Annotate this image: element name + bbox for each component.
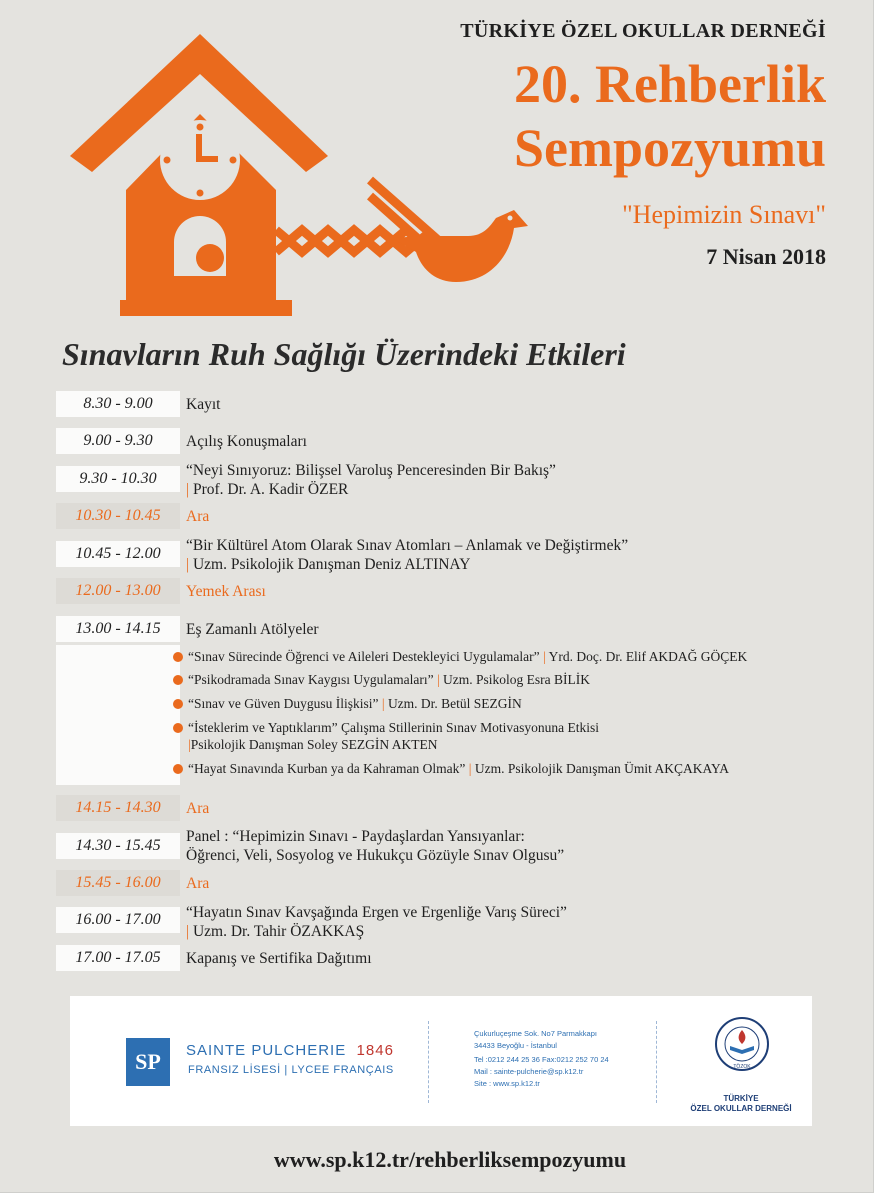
title-line-2: Sempozyumu [513, 118, 826, 178]
website-url[interactable]: www.sp.k12.tr/rehberliksempozyumu [273, 1147, 627, 1172]
title-line-1: 20. Rehberlik [513, 54, 826, 114]
break-label: Ara [186, 800, 210, 817]
session-time: 9.00 - 9.30 [56, 428, 180, 454]
address-line: Çukurluçeşme Sok. No7 Parmakkapı [474, 1029, 597, 1038]
address-line: 34433 Beyoğlu - İstanbul [474, 1041, 557, 1050]
tozok-abbr: TÖZOK [733, 1064, 751, 1070]
theme-subtitle: "Hepimizin Sınavı" [622, 200, 826, 229]
break-time: 10.30 - 10.45 [56, 503, 180, 529]
event-date: 7 Nisan 2018 [706, 244, 826, 269]
workshop-speaker: Uzm. Psikolojik Danışman Ümit AKÇAKAYA [474, 761, 729, 776]
workshop-item [188, 719, 599, 753]
bullet-icon [173, 652, 183, 662]
workshop-speaker: Yrd. Doç. Dr. Elif AKDAĞ GÖÇEK [548, 649, 748, 664]
session-speaker-line [186, 555, 470, 574]
workshop-title: “Sınav Sürecinde Öğrenci ve Aileleri Destekleyici Uygulamalar” [188, 649, 540, 664]
sponsor-panel [70, 996, 812, 1126]
workshop-title: “Hayat Sınavında Kurban ya da Kahraman Olmak” [188, 761, 466, 776]
session-time: 9.30 - 10.30 [56, 466, 180, 492]
workshop-speaker: Uzm. Psikolog Esra BİLİK [443, 672, 591, 687]
program-heading: Sınavların Ruh Sağlığı Üzerindeki Etkileri [62, 336, 626, 372]
session-time: 10.45 - 12.00 [56, 541, 180, 567]
divider [656, 1021, 657, 1103]
school-name [186, 1042, 394, 1059]
tozok-name-line-2: ÖZEL OKULLAR DERNEĞİ [690, 1104, 792, 1113]
bullet-icon [173, 699, 183, 709]
session-title: Panel : “Hepimizin Sınavı - Paydaşlardan Yansıyanlar: [186, 828, 525, 845]
session-speaker: Prof. Dr. A. Kadir ÖZER [192, 481, 349, 498]
workshop-item [188, 760, 729, 777]
organization-name: TÜRKİYE ÖZEL OKULLAR DERNEĞİ [460, 20, 826, 42]
session-time: 14.30 - 15.45 [56, 833, 180, 859]
separator: | [186, 923, 190, 940]
workshop-title: “Sınav ve Güven Duygusu İlişkisi” [188, 696, 379, 711]
session-title: Açılış Konuşmaları [186, 433, 307, 450]
phone-line: Tel :0212 244 25 36 Fax:0212 252 70 24 [474, 1055, 609, 1064]
session-speaker: Uzm. Dr. Tahir ÖZAKKAŞ [192, 923, 365, 940]
site-line: Site : www.sp.k12.tr [474, 1079, 540, 1088]
school-subtitle: FRANSIZ LİSESİ | LYCEE FRANÇAIS [188, 1064, 394, 1076]
session-time: 16.00 - 17.00 [56, 907, 180, 933]
session-speaker: Uzm. Psikolojik Danışman Deniz ALTINAY [192, 556, 471, 573]
session-time: 8.30 - 9.00 [56, 391, 180, 417]
workshop-item [188, 648, 747, 665]
separator: | [543, 649, 546, 664]
session-speaker-line [186, 480, 348, 499]
session-time: 17.00 - 17.05 [56, 945, 180, 971]
session-title: “Bir Kültürel Atom Olarak Sınav Atomları – Anlamak ve Değiştirmek” [186, 537, 629, 554]
workshop-title: “Psikodramada Sınav Kaygısı Uygulamaları” [188, 672, 434, 687]
separator: | [188, 737, 191, 752]
break-label: Yemek Arası [186, 583, 266, 600]
session-title-continued: Öğrenci, Veli, Sosyolog ve Hukukçu Gözüyle Sınav Olgusu” [186, 847, 565, 864]
workshop-item [188, 671, 590, 688]
session-time: 13.00 - 14.15 [56, 616, 180, 642]
break-time: 15.45 - 16.00 [56, 870, 180, 896]
session-speaker-line [186, 922, 364, 941]
separator: | [381, 696, 385, 711]
session-title: Kayıt [186, 396, 221, 413]
separator: | [436, 672, 440, 687]
bullet-icon [173, 764, 183, 774]
workshop-speaker: Psikolojik Danışman Soley SEZGİN AKTEN [190, 737, 438, 752]
mail-line: Mail : sainte-pulcherie@sp.k12.tr [474, 1067, 584, 1076]
separator: | [186, 481, 190, 498]
divider [428, 1021, 429, 1103]
bullet-icon [173, 723, 183, 733]
tozok-name-line-1: TÜRKİYE [723, 1094, 759, 1103]
school-name-text: SAINTE PULCHERIE [186, 1042, 347, 1059]
workshop-item [188, 695, 522, 712]
workshop-title: “İsteklerim ve Yaptıklarım” Çalışma Stillerinin Sınav Motivasyonuna Etkisi [188, 720, 599, 735]
separator: | [186, 556, 190, 573]
bullet-icon [173, 675, 183, 685]
break-time: 12.00 - 13.00 [56, 578, 180, 604]
separator: | [468, 761, 472, 776]
break-label: Ara [186, 508, 210, 525]
sainte-pulcherie-logo: SP [126, 1038, 170, 1086]
school-year: 1846 [356, 1042, 394, 1059]
workshop-speaker: Uzm. Dr. Betül SEZGİN [387, 696, 522, 711]
break-time: 14.15 - 14.30 [56, 795, 180, 821]
break-label: Ara [186, 875, 210, 892]
workshop-time-box [56, 645, 180, 785]
session-title: Kapanış ve Sertifika Dağıtımı [186, 950, 372, 967]
session-title: “Hayatın Sınav Kavşağında Ergen ve Ergenliğe Varış Süreci” [186, 904, 567, 921]
session-title: Eş Zamanlı Atölyeler [186, 621, 319, 638]
tozok-logo-icon [714, 1016, 770, 1092]
session-title: “Neyi Sınıyoruz: Bilişsel Varoluş Penceresinden Bir Bakış” [186, 462, 556, 479]
